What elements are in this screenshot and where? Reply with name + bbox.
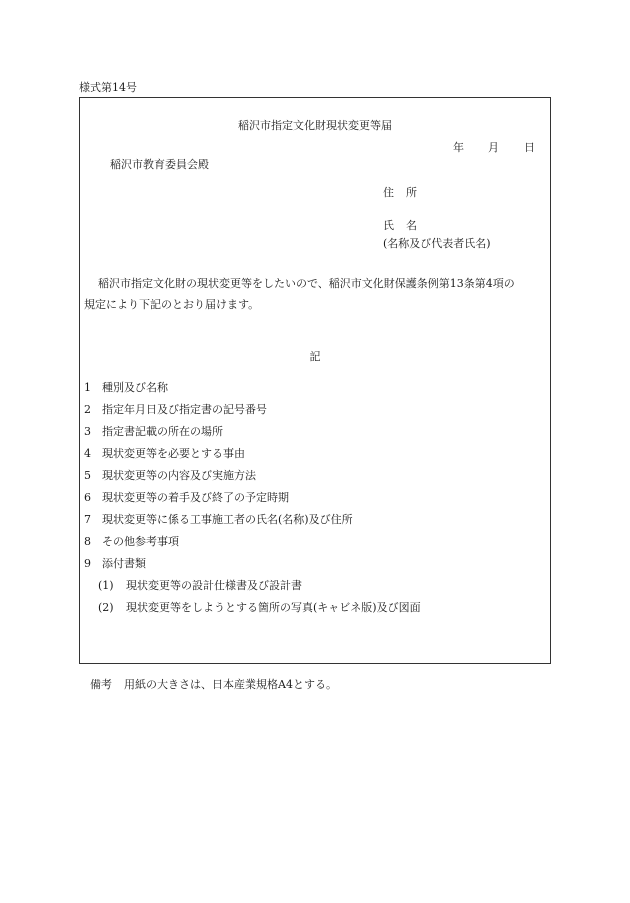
date-year: 年 (453, 141, 464, 154)
name-note: (名称及び代表者氏名) (383, 237, 491, 250)
ki-heading: 記 (309, 350, 321, 363)
form-title: 稲沢市指定文化財現状変更等届 (238, 119, 392, 132)
item-text: 現状変更等の内容及び実施方法 (102, 469, 256, 482)
sub-list-item (98, 600, 421, 616)
item-number: 2 (84, 403, 91, 416)
item-number: 6 (84, 491, 91, 504)
date-month: 月 (488, 141, 499, 154)
list-item (84, 468, 256, 484)
item-text: 指定年月日及び指定書の記号番号 (102, 403, 267, 416)
item-number: 4 (84, 447, 91, 460)
item-text: 現状変更等に係る工事施工者の氏名(名称)及び住所 (102, 513, 353, 526)
item-text: 現状変更等を必要とする事由 (102, 447, 245, 460)
list-item (84, 512, 353, 528)
date-day: 日 (524, 141, 535, 154)
name-label: 氏名 (383, 219, 429, 232)
item-text: 添付書類 (102, 557, 146, 570)
sub-item-text: 現状変更等をしようとする箇所の写真(キャビネ版)及び図面 (126, 601, 421, 614)
form-number: 様式第14号 (79, 81, 137, 94)
list-item (84, 556, 146, 572)
addressee: 稲沢市教育委員会殿 (110, 158, 209, 171)
item-number: 3 (84, 425, 91, 438)
remarks (90, 677, 337, 693)
list-item (84, 402, 267, 418)
item-text: 種別及び名称 (102, 381, 168, 394)
list-item (84, 380, 168, 396)
sub-item-number: (1) (98, 579, 114, 592)
sub-item-text: 現状変更等の設計仕様書及び設計書 (126, 579, 302, 592)
list-item (84, 424, 223, 440)
item-text: その他参考事項 (102, 535, 179, 548)
item-number: 7 (84, 513, 91, 526)
sub-item-number: (2) (98, 601, 114, 614)
list-item (84, 446, 245, 462)
remarks-text: 用紙の大きさは、日本産業規格A4とする。 (124, 678, 337, 691)
body-line-2: 規定により下記のとおり届けます。 (84, 298, 260, 311)
list-item (84, 534, 179, 550)
item-number: 1 (84, 381, 91, 394)
list-item (84, 490, 289, 506)
item-text: 指定書記載の所在の場所 (102, 425, 223, 438)
item-number: 5 (84, 469, 91, 482)
item-number: 9 (84, 557, 91, 570)
address-label: 住所 (383, 186, 429, 199)
item-number: 8 (84, 535, 91, 548)
item-text: 現状変更等の着手及び終了の予定時期 (102, 491, 289, 504)
remarks-label: 備考 (90, 678, 112, 691)
body-line-1: 稲沢市指定文化財の現状変更等をしたいので、稲沢市文化財保護条例第13条第4項の (98, 277, 515, 290)
sub-list-item (98, 578, 302, 594)
